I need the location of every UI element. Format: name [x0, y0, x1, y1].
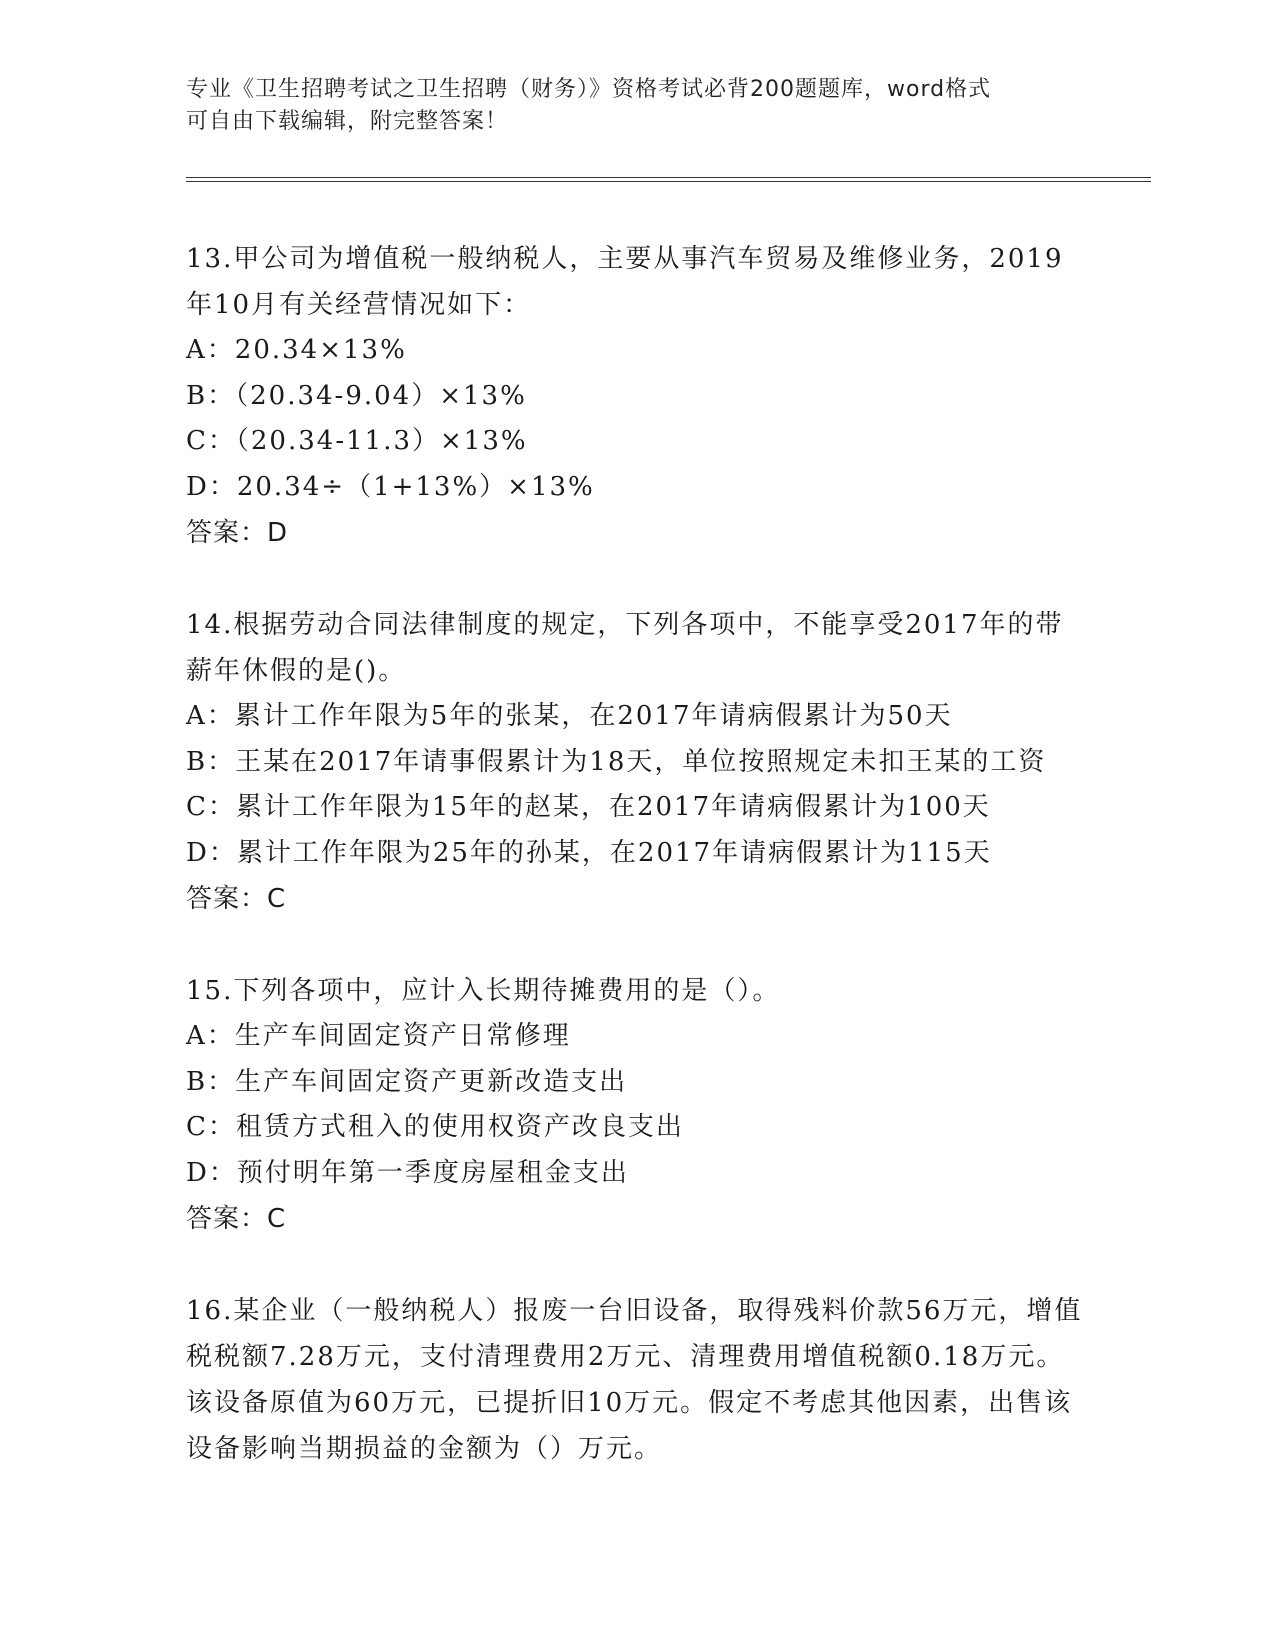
question-text: 14.根据劳动合同法律制度的规定，下列各项中，不能享受2017年的带薪年休假的是()。 [186, 610, 1064, 686]
option-a: A：20.34×13% [186, 335, 407, 365]
answer: 答案：D [186, 518, 289, 548]
question-14 [186, 602, 1086, 922]
option-a: A：累计工作年限为5年的张某，在2017年请病假累计为50天 [186, 701, 953, 731]
option-b: B：生产车间固定资产更新改造支出 [186, 1066, 628, 1097]
question-text: 15.下列各项中，应计入长期待摊费用的是（）。 [186, 976, 781, 1006]
option-c: C：累计工作年限为15年的赵某，在2017年请病假累计为100天 [186, 792, 991, 822]
header-divider [186, 177, 1151, 182]
header-line-1: 专业《卫生招聘考试之卫生招聘（财务）》资格考试必背200题题库，word格式 [186, 77, 992, 102]
option-b: B：（20.34-9.04）×13% [186, 380, 527, 411]
question-15 [186, 968, 1086, 1242]
option-d: D：预付明年第一季度房屋租金支出 [186, 1157, 629, 1188]
option-c: C：租赁方式租入的使用权资产改良支出 [186, 1112, 684, 1142]
document-header [186, 74, 1066, 138]
question-text: 16.某企业（一般纳税人）报废一台旧设备，取得残料价款56万元，增值税税额7.28万元，支付清理费用2万元、清理费用增值税额0.18万元。该设备原值为60万元，已提折旧10万元。假定不考虑其他因素，出售该设备影响当期损益的金额为（）万元。 [186, 1296, 1083, 1464]
question-13 [186, 236, 1086, 556]
option-b: B：王某在2017年请事假累计为18天，单位按照规定未扣王某的工资 [186, 746, 1047, 777]
question-list [186, 236, 1086, 1518]
option-c: C：（20.34-11.3）×13% [186, 426, 528, 456]
option-a: A：生产车间固定资产日常修理 [186, 1021, 571, 1051]
question-text: 13.甲公司为增值税一般纳税人，主要从事汽车贸易及维修业务，2019年10月有关经营情况如下： [186, 244, 1064, 320]
answer: 答案：C [186, 884, 287, 914]
option-d: D：20.34÷（1+13%）×13% [186, 471, 595, 502]
header-line-2: 可自由下载编辑，附完整答案！ [186, 109, 509, 134]
option-d: D：累计工作年限为25年的孙某，在2017年请病假累计为115天 [186, 837, 992, 868]
answer: 答案：C [186, 1204, 287, 1234]
question-16 [186, 1288, 1086, 1472]
